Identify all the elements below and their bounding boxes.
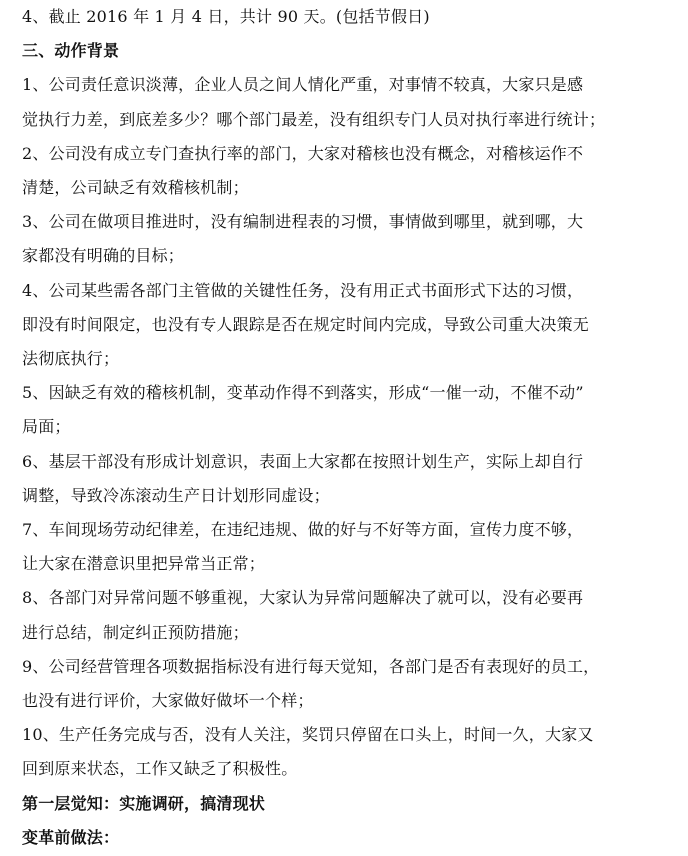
item-1 (22, 68, 670, 136)
item-6 (22, 445, 670, 513)
document-page (22, 0, 670, 855)
intro-line: 4、截止 2016 年 1 月 4 日，共计 90 天。(包括节假日) (22, 7, 430, 26)
item-3-line-1: 3、公司在做项目推进时，没有编制进程表的习惯，事情做到哪里，就到哪，大 (22, 212, 584, 232)
subheading-awareness: 第一层觉知：实施调研，搞清现状 (22, 793, 266, 813)
item-2-line-2: 清楚，公司缺乏有效稽核机制； (22, 178, 249, 198)
item-4-line-1: 4、公司某些需各部门主管做的关键性任务，没有用正式书面形式下达的习惯， (22, 280, 584, 300)
item-10-line-1: 10、生产任务完成与否，没有人关注，奖罚只停留在口头上，时间一久，大家又 (22, 725, 594, 745)
item-2-line-1: 2、公司没有成立专门查执行率的部门，大家对稽核也没有概念，对稽核运作不 (22, 143, 584, 163)
item-10-line-2: 回到原来状态，工作又缺乏了积极性。 (22, 759, 298, 779)
item-5-line-1: 5、因缺乏有效的稽核机制，变革动作得不到落实，形成“一催一动，不催不动” (22, 383, 584, 403)
item-1-line-2: 觉执行力差，到底差多少？哪个部门最差，没有组织专门人员对执行率进行统计； (22, 109, 606, 129)
item-7 (22, 513, 670, 581)
subheading-before-change: 变革前做法： (22, 827, 120, 847)
item-3 (22, 205, 670, 273)
item-9 (22, 650, 670, 718)
item-4-line-2: 即没有时间限定，也没有专人跟踪是否在规定时间内完成，导致公司重大决策无 (22, 314, 590, 334)
item-4 (22, 274, 670, 377)
item-8 (22, 581, 670, 649)
item-1-line-1: 1、公司责任意识淡薄，企业人员之间人情化严重，对事情不较真，大家只是感 (22, 75, 584, 95)
item-6-line-1: 6、基层干部没有形成计划意识，表面上大家都在按照计划生产，实际上却自行 (22, 451, 584, 471)
section-heading: 三、动作背景 (22, 41, 120, 61)
item-8-line-2: 进行总结，制定纠正预防措施； (22, 622, 249, 642)
item-7-line-2: 让大家在潜意识里把异常当正常； (22, 554, 266, 574)
item-10 (22, 718, 670, 786)
item-5 (22, 376, 670, 444)
item-2 (22, 137, 670, 205)
item-4-line-3: 法彻底执行； (22, 349, 120, 369)
item-9-line-1: 9、公司经营管理各项数据指标没有进行每天觉知，各部门是否有表现好的员工， (22, 656, 600, 676)
item-3-line-2: 家都没有明确的目标； (22, 246, 185, 266)
item-7-line-1: 7、车间现场劳动纪律差，在违纪违规、做的好与不好等方面，宣传力度不够， (22, 520, 584, 540)
item-8-line-1: 8、各部门对异常问题不够重视，大家认为异常问题解决了就可以，没有必要再 (22, 588, 584, 608)
item-9-line-2: 也没有进行评价，大家做好做坏一个样； (22, 691, 314, 711)
item-5-line-2: 局面； (22, 417, 71, 437)
item-6-line-2: 调整，导致冷冻滚动生产日计划形同虚设； (22, 485, 330, 505)
